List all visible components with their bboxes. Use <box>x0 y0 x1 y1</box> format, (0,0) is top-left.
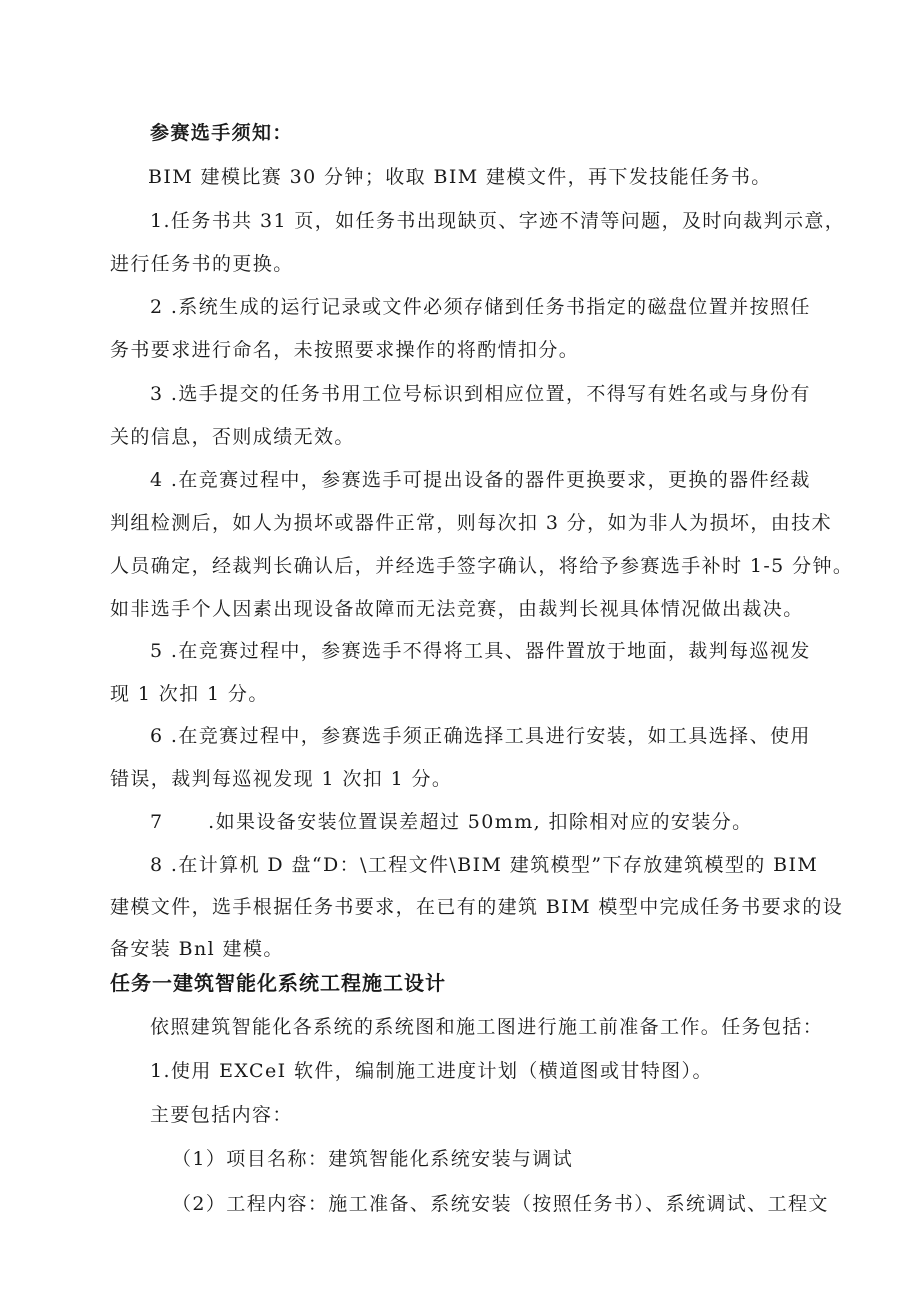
rule-6-line-2: 错误，裁判每巡视发现 1 次扣 1 分。 <box>110 768 453 790</box>
rule-5-line-2: 现 1 次扣 1 分。 <box>110 683 269 705</box>
notice-intro: BIM 建模比赛 30 分钟；收取 BIM 建模文件，再下发技能任务书。 <box>148 166 772 188</box>
rule-3-line-1: 3 .选手提交的任务书用工位号标识到相应位置，不得写有姓名或与身份有 <box>150 383 811 405</box>
rule-1-line-2: 进行任务书的更换。 <box>110 253 294 275</box>
task1-paragraph-2: 1.使用 EXCeI 软件，编制施工进度计划（横道图或甘特图）。 <box>150 1060 713 1082</box>
rule-8-line-1: 8 .在计算机 D 盘“D：\工程文件\BIM 建筑模型”下存放建筑模型的 BIM <box>150 854 819 876</box>
rule-4-line-4: 如非选手个人因素出现设备故障而无法竞赛，由裁判长视具体情况做出裁决。 <box>110 598 804 620</box>
task1-heading: 任务一建筑智能化系统工程施工设计 <box>110 971 446 995</box>
rule-2-line-2: 务书要求进行命名，未按照要求操作的将酌情扣分。 <box>110 339 580 361</box>
rule-1-line-1: 1.任务书共 31 页，如任务书出现缺页、字迹不清等问题，及时向裁判示意， <box>150 210 846 232</box>
rule-3-line-2: 关的信息，否则成绩无效。 <box>110 426 355 448</box>
task1-paragraph-1: 依照建筑智能化各系统的系统图和施工图进行施工前准备工作。任务包括： <box>150 1016 824 1038</box>
rule-4-line-1: 4 .在竞赛过程中，参赛选手可提出设备的器件更换要求，更换的器件经裁 <box>150 469 811 491</box>
rule-4-line-2: 判组检测后，如人为损坏或器件正常，则每次扣 3 分，如为非人为损坏，由技术 <box>110 512 832 534</box>
rule-4-line-3: 人员确定，经裁判长确认后，并经选手签字确认，将给予参赛选手补时 1-5 分钟。 <box>110 555 854 577</box>
rule-6-line-1: 6 .在竞赛过程中，参赛选手须正确选择工具进行安装，如工具选择、使用 <box>150 725 811 747</box>
rule-5-line-1: 5 .在竞赛过程中，参赛选手不得将工具、器件置放于地面，裁判每巡视发 <box>150 640 811 662</box>
rule-7-line-1: 7 .如果设备安装位置误差超过 50mm, 扣除相对应的安装分。 <box>150 811 753 833</box>
rule-8-line-3: 备安装 Bnl 建模。 <box>110 938 284 960</box>
rule-2-line-1: 2 .系统生成的运行记录或文件必须存储到任务书指定的磁盘位置并按照任 <box>150 296 811 318</box>
rule-8-line-2: 建模文件，选手根据任务书要求，在已有的建筑 BIM 模型中完成任务书要求的设 <box>110 896 844 918</box>
task1-paragraph-3: 主要包括内容： <box>150 1104 293 1126</box>
task1-item-2: （2）工程内容：施工准备、系统安装（按照任务书）、系统调试、工程文 <box>172 1193 829 1215</box>
task1-item-1: （1）项目名称：建筑智能化系统安装与调试 <box>172 1148 574 1170</box>
notice-heading: 参赛选手须知： <box>150 122 293 144</box>
